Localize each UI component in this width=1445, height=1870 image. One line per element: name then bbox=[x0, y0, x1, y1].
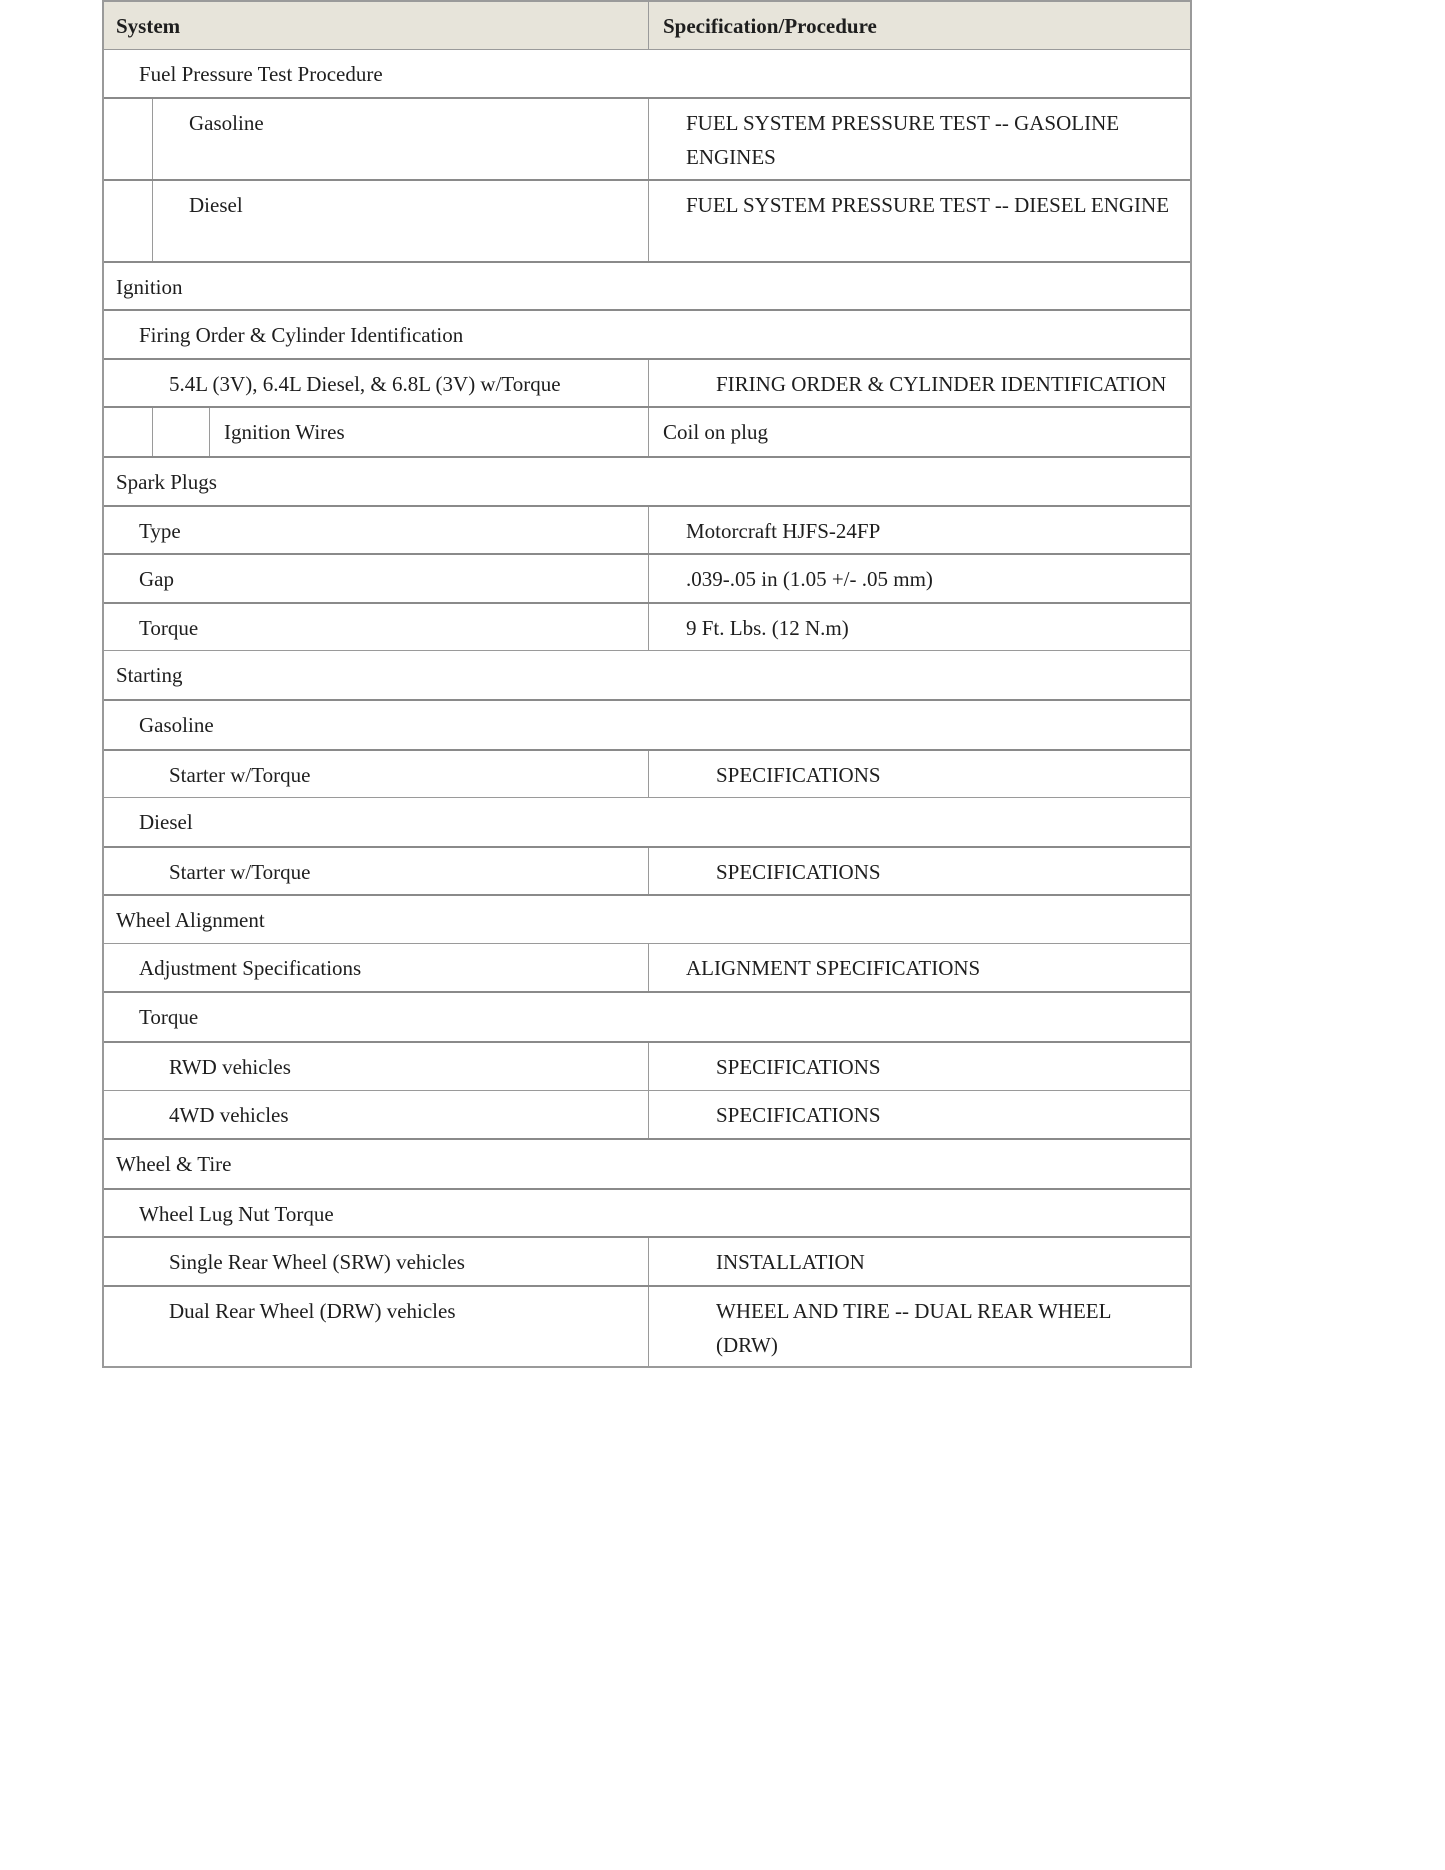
table-row bbox=[104, 505, 1190, 553]
spec-cell: SPECIFICATIONS bbox=[716, 1055, 881, 1079]
subsection-label: Firing Order & Cylinder Identification bbox=[139, 323, 464, 347]
system-cell: Diesel bbox=[104, 181, 649, 261]
section-label: Ignition bbox=[116, 275, 183, 299]
indent-rule bbox=[152, 408, 153, 456]
table-row bbox=[104, 602, 1190, 650]
table-row bbox=[104, 1138, 1190, 1188]
specifications-table bbox=[102, 0, 1192, 1368]
spec-cell: SPECIFICATIONS bbox=[716, 1103, 881, 1127]
system-cell: Dual Rear Wheel (DRW) vehicles bbox=[104, 1287, 649, 1366]
subsection-label: Fuel Pressure Test Procedure bbox=[139, 62, 383, 86]
table-row bbox=[104, 456, 1190, 505]
system-cell: Gasoline bbox=[104, 99, 649, 179]
table-row bbox=[104, 991, 1190, 1041]
table-row bbox=[104, 749, 1190, 797]
table-row bbox=[104, 406, 1190, 456]
spec-cell: FUEL SYSTEM PRESSURE TEST -- DIESEL ENGINE bbox=[686, 193, 1170, 217]
system-cell: RWD vehicles bbox=[104, 1043, 649, 1090]
system-cell: Starter w/Torque bbox=[104, 848, 649, 894]
spec-cell: INSTALLATION bbox=[716, 1250, 865, 1274]
table-row bbox=[104, 179, 1190, 261]
table-row bbox=[104, 261, 1190, 309]
spec-cell: FUEL SYSTEM PRESSURE TEST -- GASOLINE ENGINES bbox=[686, 111, 1120, 169]
system-cell: 4WD vehicles bbox=[104, 1091, 649, 1138]
section-label: Starting bbox=[116, 663, 183, 687]
system-cell: Gap bbox=[104, 555, 649, 602]
table-row bbox=[104, 358, 1190, 406]
column-header-specification: Specification/Procedure bbox=[663, 14, 877, 38]
spec-cell: .039-.05 in (1.05 +/- .05 mm) bbox=[686, 567, 933, 591]
spec-cell: SPECIFICATIONS bbox=[716, 860, 881, 884]
spec-cell: ALIGNMENT SPECIFICATIONS bbox=[686, 956, 981, 980]
table-row bbox=[104, 553, 1190, 602]
system-cell: 5.4L (3V), 6.4L Diesel, & 6.8L (3V) w/Torque bbox=[104, 360, 649, 406]
system-cell: Single Rear Wheel (SRW) vehicles bbox=[104, 1238, 649, 1285]
system-cell: Torque bbox=[104, 604, 649, 650]
section-label: Wheel Alignment bbox=[116, 908, 265, 932]
subsection-label: Gasoline bbox=[139, 713, 214, 737]
table-row bbox=[104, 49, 1190, 97]
subsection-label: Wheel Lug Nut Torque bbox=[139, 1202, 334, 1226]
system-cell: Type bbox=[104, 507, 649, 553]
spec-cell: Coil on plug bbox=[663, 420, 769, 444]
system-cell: Starter w/Torque bbox=[104, 751, 649, 797]
spec-cell: 9 Ft. Lbs. (12 N.m) bbox=[686, 616, 849, 640]
table-row bbox=[104, 797, 1190, 846]
system-cell: Adjustment Specifications bbox=[104, 944, 649, 991]
table-row bbox=[104, 1236, 1190, 1285]
indent-rule bbox=[209, 408, 210, 456]
table-row bbox=[104, 650, 1190, 699]
column-header-system: System bbox=[104, 2, 649, 49]
table-header-row bbox=[104, 0, 1190, 49]
section-label: Spark Plugs bbox=[116, 470, 217, 494]
table-row bbox=[104, 846, 1190, 894]
indent-rule bbox=[152, 99, 153, 179]
table-row bbox=[104, 894, 1190, 943]
table-row bbox=[104, 943, 1190, 991]
table-row bbox=[104, 1090, 1190, 1138]
spec-cell: Motorcraft HJFS-24FP bbox=[686, 519, 881, 543]
subsection-label: Torque bbox=[139, 1005, 199, 1029]
spec-cell: FIRING ORDER & CYLINDER IDENTIFICATION bbox=[716, 372, 1167, 396]
system-cell: Ignition Wires bbox=[104, 408, 649, 456]
table-row bbox=[104, 1041, 1190, 1090]
spec-cell: WHEEL AND TIRE -- DUAL REAR WHEEL (DRW) bbox=[716, 1299, 1111, 1357]
table-row bbox=[104, 699, 1190, 749]
spec-cell: SPECIFICATIONS bbox=[716, 763, 881, 787]
table-row bbox=[104, 97, 1190, 179]
table-row bbox=[104, 309, 1190, 358]
section-label: Wheel & Tire bbox=[116, 1152, 232, 1176]
indent-rule bbox=[152, 181, 153, 261]
subsection-label: Diesel bbox=[139, 810, 193, 834]
table-row bbox=[104, 1188, 1190, 1236]
table-row bbox=[104, 1285, 1190, 1368]
